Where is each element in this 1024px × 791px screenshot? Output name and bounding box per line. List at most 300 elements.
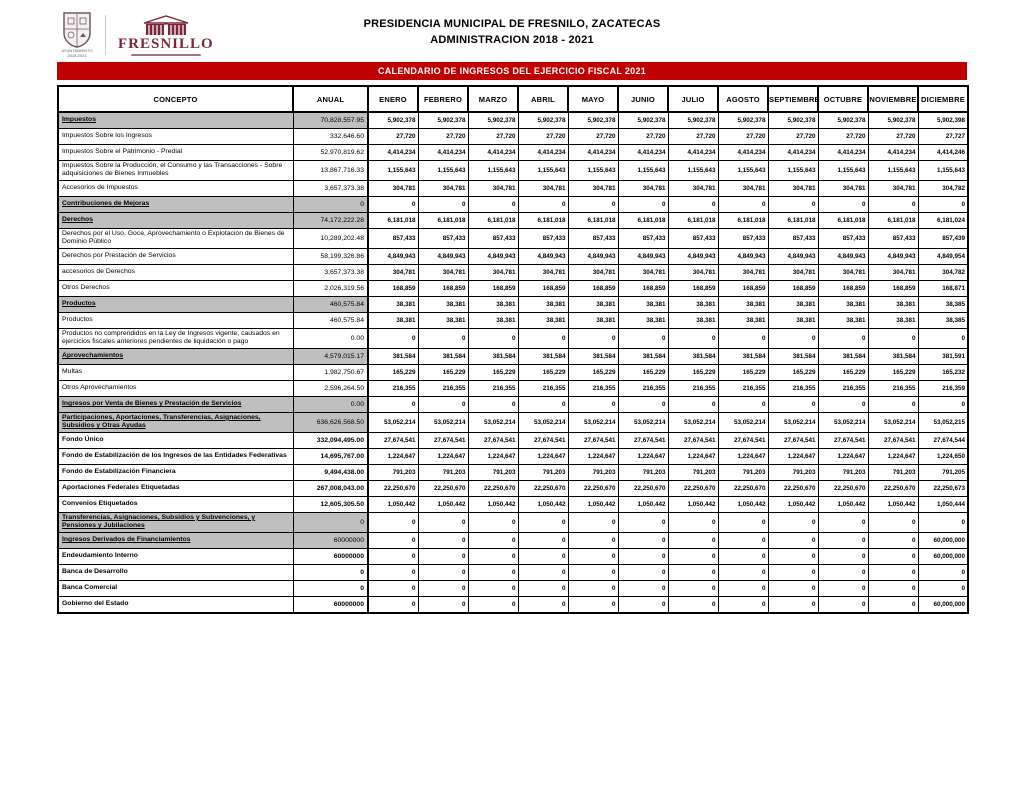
month-cell-febrero: 6,181,018: [418, 212, 468, 228]
month-cell-diciembre: 1,155,643: [918, 161, 968, 181]
month-cell-mayo: 0: [568, 328, 618, 348]
month-cell-julio: 1,224,647: [668, 448, 718, 464]
month-cell-octubre: 168,859: [818, 280, 868, 296]
table-row: [58, 532, 968, 548]
concept-label: Fondo de Estabilización de los Ingresos de las Entidades Federativas: [62, 452, 287, 460]
month-cell-agosto: 22,250,670: [718, 480, 768, 496]
month-cell-noviembre: 304,781: [868, 180, 918, 196]
month-cell-agosto: 857,433: [718, 228, 768, 248]
month-cell-mayo: 4,849,943: [568, 248, 618, 264]
concept-label: Derechos: [62, 216, 93, 224]
table-row: [58, 228, 968, 248]
month-cell-agosto: 791,203: [718, 464, 768, 480]
month-cell-agosto: 38,381: [718, 296, 768, 312]
month-cell-agosto: 168,859: [718, 280, 768, 296]
month-cell-marzo: 304,781: [468, 180, 518, 196]
month-cell-abril: 22,250,670: [518, 480, 568, 496]
concept-cell: [58, 180, 293, 196]
month-cell-marzo: 1,155,643: [468, 161, 518, 181]
month-cell-diciembre: 22,250,673: [918, 480, 968, 496]
column-header-concepto: CONCEPTO: [58, 86, 293, 112]
month-cell-abril: 0: [518, 396, 568, 412]
month-cell-enero: 0: [368, 512, 418, 532]
fresnillo-tagline-script: [131, 54, 201, 56]
month-cell-agosto: 304,781: [718, 180, 768, 196]
table-row: [58, 432, 968, 448]
concept-label: Productos: [62, 316, 93, 324]
column-header-septiembre: SEPTIEMBRE: [768, 86, 818, 112]
month-cell-noviembre: 4,414,234: [868, 145, 918, 161]
month-cell-abril: 216,355: [518, 380, 568, 396]
anual-cell: 60000000: [293, 532, 368, 548]
month-cell-febrero: 53,052,214: [418, 412, 468, 432]
concept-label: Convenios Etiquetados: [62, 500, 138, 508]
month-cell-abril: 791,203: [518, 464, 568, 480]
month-cell-marzo: 27,720: [468, 129, 518, 145]
month-cell-enero: 53,052,214: [368, 412, 418, 432]
month-cell-julio: 27,674,541: [668, 432, 718, 448]
month-cell-diciembre: 0: [918, 396, 968, 412]
month-cell-abril: 6,181,018: [518, 212, 568, 228]
concept-label: Ingresos Derivados de Financiamientos: [62, 536, 191, 544]
month-cell-julio: 857,433: [668, 228, 718, 248]
concept-label: Derechos por Prestación de Servicios: [62, 252, 176, 260]
table-row: [58, 248, 968, 264]
month-cell-junio: 0: [618, 532, 668, 548]
month-cell-septiembre: 304,781: [768, 264, 818, 280]
month-cell-marzo: 6,181,018: [468, 212, 518, 228]
concept-label: Ingresos por Venta de Bienes y Prestación de Servicios: [62, 400, 242, 408]
concept-cell: [58, 496, 293, 512]
month-cell-octubre: 381,584: [818, 348, 868, 364]
concept-cell: [58, 196, 293, 212]
month-cell-julio: 304,781: [668, 264, 718, 280]
month-cell-junio: 22,250,670: [618, 480, 668, 496]
month-cell-febrero: 0: [418, 580, 468, 596]
month-cell-agosto: 0: [718, 596, 768, 613]
anual-cell: 60000000: [293, 596, 368, 613]
month-cell-octubre: 38,381: [818, 312, 868, 328]
month-cell-octubre: 6,181,018: [818, 212, 868, 228]
month-cell-septiembre: 0: [768, 580, 818, 596]
month-cell-febrero: 0: [418, 532, 468, 548]
month-cell-octubre: 0: [818, 512, 868, 532]
month-cell-agosto: 6,181,018: [718, 212, 768, 228]
concept-cell: [58, 532, 293, 548]
month-cell-octubre: 1,224,647: [818, 448, 868, 464]
table-row: [58, 264, 968, 280]
month-cell-abril: 53,052,214: [518, 412, 568, 432]
concept-label: Accesorios de Impuestos: [62, 184, 138, 192]
month-cell-agosto: 1,224,647: [718, 448, 768, 464]
month-cell-diciembre: 60,000,000: [918, 532, 968, 548]
month-cell-marzo: 4,849,943: [468, 248, 518, 264]
month-cell-junio: 38,381: [618, 296, 668, 312]
anual-cell: 12,605,305.50: [293, 496, 368, 512]
ingresos-table: [57, 85, 969, 614]
anual-cell: 3,657,373.38: [293, 180, 368, 196]
column-header-abril: ABRIL: [518, 86, 568, 112]
month-cell-octubre: 0: [818, 396, 868, 412]
month-cell-agosto: 165,229: [718, 364, 768, 380]
month-cell-septiembre: 27,674,541: [768, 432, 818, 448]
month-cell-junio: 0: [618, 580, 668, 596]
month-cell-noviembre: 53,052,214: [868, 412, 918, 432]
month-cell-mayo: 168,859: [568, 280, 618, 296]
month-cell-julio: 0: [668, 580, 718, 596]
month-cell-enero: 304,781: [368, 264, 418, 280]
anual-cell: 0.00: [293, 328, 368, 348]
month-cell-noviembre: 0: [868, 532, 918, 548]
month-cell-enero: 4,849,943: [368, 248, 418, 264]
month-cell-enero: 27,674,541: [368, 432, 418, 448]
month-cell-octubre: 1,050,442: [818, 496, 868, 512]
month-cell-diciembre: 1,224,650: [918, 448, 968, 464]
month-cell-noviembre: 0: [868, 580, 918, 596]
month-cell-octubre: 0: [818, 596, 868, 613]
month-cell-julio: 0: [668, 512, 718, 532]
anual-cell: 2,596,264.50: [293, 380, 368, 396]
month-cell-febrero: 38,381: [418, 312, 468, 328]
month-cell-noviembre: 1,224,647: [868, 448, 918, 464]
month-cell-noviembre: 38,381: [868, 296, 918, 312]
month-cell-diciembre: 6,181,024: [918, 212, 968, 228]
month-cell-noviembre: 5,902,378: [868, 112, 918, 129]
month-cell-junio: 165,229: [618, 364, 668, 380]
month-cell-septiembre: 1,155,643: [768, 161, 818, 181]
month-cell-enero: 0: [368, 532, 418, 548]
table-row: [58, 212, 968, 228]
month-cell-septiembre: 168,859: [768, 280, 818, 296]
month-cell-agosto: 0: [718, 396, 768, 412]
month-cell-noviembre: 0: [868, 396, 918, 412]
anual-cell: 2,026,319.56: [293, 280, 368, 296]
month-cell-febrero: 1,155,643: [418, 161, 468, 181]
month-cell-enero: 22,250,670: [368, 480, 418, 496]
month-cell-marzo: 0: [468, 396, 518, 412]
concept-cell: [58, 228, 293, 248]
column-header-mayo: MAYO: [568, 86, 618, 112]
month-cell-abril: 0: [518, 512, 568, 532]
month-cell-noviembre: 381,584: [868, 348, 918, 364]
month-cell-febrero: 1,050,442: [418, 496, 468, 512]
month-cell-agosto: 1,155,643: [718, 161, 768, 181]
month-cell-diciembre: 4,849,954: [918, 248, 968, 264]
month-cell-julio: 4,414,234: [668, 145, 718, 161]
month-cell-noviembre: 0: [868, 564, 918, 580]
table-row: [58, 480, 968, 496]
table-row: [58, 512, 968, 532]
anual-cell: 74,172,222.28: [293, 212, 368, 228]
month-cell-noviembre: 168,859: [868, 280, 918, 296]
month-cell-abril: 168,859: [518, 280, 568, 296]
month-cell-agosto: 38,381: [718, 312, 768, 328]
month-cell-octubre: 791,203: [818, 464, 868, 480]
month-cell-agosto: 5,902,378: [718, 112, 768, 129]
month-cell-mayo: 165,229: [568, 364, 618, 380]
table-container: [57, 85, 967, 614]
table-title-banner: CALENDARIO DE INGRESOS DEL EJERCICIO FISCAL 2021: [57, 62, 967, 80]
month-cell-enero: 0: [368, 580, 418, 596]
month-cell-abril: 0: [518, 196, 568, 212]
month-cell-febrero: 304,781: [418, 180, 468, 196]
anual-cell: 70,828,557.95: [293, 112, 368, 129]
month-cell-octubre: 0: [818, 548, 868, 564]
table-row: [58, 564, 968, 580]
anual-cell: 3,657,373.38: [293, 264, 368, 280]
month-cell-octubre: 0: [818, 564, 868, 580]
month-cell-julio: 4,849,943: [668, 248, 718, 264]
month-cell-abril: 304,781: [518, 180, 568, 196]
month-cell-agosto: 0: [718, 196, 768, 212]
anual-cell: 636,626,568.50: [293, 412, 368, 432]
month-cell-abril: 5,902,378: [518, 112, 568, 129]
month-cell-marzo: 0: [468, 596, 518, 613]
month-cell-marzo: 4,414,234: [468, 145, 518, 161]
month-cell-julio: 27,720: [668, 129, 718, 145]
month-cell-noviembre: 304,781: [868, 264, 918, 280]
month-cell-octubre: 5,902,378: [818, 112, 868, 129]
month-cell-octubre: 304,781: [818, 264, 868, 280]
month-cell-abril: 381,584: [518, 348, 568, 364]
month-cell-junio: 381,584: [618, 348, 668, 364]
month-cell-febrero: 38,381: [418, 296, 468, 312]
month-cell-enero: 0: [368, 328, 418, 348]
month-cell-junio: 0: [618, 564, 668, 580]
month-cell-marzo: 216,355: [468, 380, 518, 396]
concept-cell: [58, 280, 293, 296]
month-cell-noviembre: 165,229: [868, 364, 918, 380]
month-cell-febrero: 0: [418, 328, 468, 348]
anual-cell: 58,199,326.86: [293, 248, 368, 264]
concept-label: Productos no comprendidos en la Ley de Ingresos vigente, causados en ejercicios fiscales anteriores pendientes de liquidación o pago: [62, 329, 280, 346]
month-cell-abril: 27,720: [518, 129, 568, 145]
month-cell-marzo: 0: [468, 564, 518, 580]
month-cell-julio: 22,250,670: [668, 480, 718, 496]
concept-cell: [58, 380, 293, 396]
month-cell-diciembre: 38,385: [918, 296, 968, 312]
concept-cell: [58, 480, 293, 496]
month-cell-febrero: 0: [418, 396, 468, 412]
month-cell-diciembre: 60,000,000: [918, 548, 968, 564]
month-cell-diciembre: 216,359: [918, 380, 968, 396]
month-cell-julio: 0: [668, 328, 718, 348]
column-header-anual: ANUAL: [293, 86, 368, 112]
month-cell-octubre: 0: [818, 328, 868, 348]
concept-label: Banca Comercial: [62, 584, 118, 592]
month-cell-septiembre: 791,203: [768, 464, 818, 480]
month-cell-septiembre: 0: [768, 596, 818, 613]
anual-cell: 10,289,202.48: [293, 228, 368, 248]
concept-label: Banca de Desarrollo: [62, 568, 128, 576]
anual-cell: 0: [293, 564, 368, 580]
month-cell-enero: 4,414,234: [368, 145, 418, 161]
month-cell-marzo: 1,224,647: [468, 448, 518, 464]
month-cell-septiembre: 38,381: [768, 312, 818, 328]
title-block: [57, 18, 967, 46]
month-cell-diciembre: 38,385: [918, 312, 968, 328]
concept-label: Impuestos Sobre los Ingresos: [62, 132, 152, 140]
month-cell-noviembre: 4,849,943: [868, 248, 918, 264]
month-cell-abril: 27,674,541: [518, 432, 568, 448]
month-cell-septiembre: 5,902,378: [768, 112, 818, 129]
concept-cell: [58, 396, 293, 412]
month-cell-julio: 0: [668, 532, 718, 548]
month-cell-enero: 165,229: [368, 364, 418, 380]
month-cell-julio: 0: [668, 596, 718, 613]
anual-cell: 0: [293, 580, 368, 596]
anual-cell: 332,094,495.00: [293, 432, 368, 448]
concept-label: Otros Aprovechamientos: [62, 384, 137, 392]
month-cell-septiembre: 6,181,018: [768, 212, 818, 228]
anual-cell: 0.00: [293, 396, 368, 412]
month-cell-mayo: 304,781: [568, 180, 618, 196]
month-cell-noviembre: 0: [868, 548, 918, 564]
table-row: [58, 112, 968, 129]
month-cell-diciembre: 0: [918, 196, 968, 212]
month-cell-enero: 857,433: [368, 228, 418, 248]
month-cell-octubre: 0: [818, 196, 868, 212]
column-header-enero: ENERO: [368, 86, 418, 112]
month-cell-mayo: 0: [568, 580, 618, 596]
concept-label: Otros Derechos: [62, 284, 110, 292]
anual-cell: 267,008,043.00: [293, 480, 368, 496]
concept-label: Gobierno del Estado: [62, 600, 129, 608]
month-cell-julio: 304,781: [668, 180, 718, 196]
month-cell-agosto: 27,720: [718, 129, 768, 145]
table-row: [58, 180, 968, 196]
month-cell-diciembre: 0: [918, 564, 968, 580]
month-cell-agosto: 0: [718, 564, 768, 580]
month-cell-junio: 857,433: [618, 228, 668, 248]
month-cell-agosto: 4,414,234: [718, 145, 768, 161]
month-cell-diciembre: 4,414,246: [918, 145, 968, 161]
month-cell-septiembre: 857,433: [768, 228, 818, 248]
page-title: PRESIDENCIA MUNICIPAL DE FRESNILO, ZACATECAS: [363, 18, 661, 30]
anual-cell: 1,982,750.67: [293, 364, 368, 380]
month-cell-diciembre: 0: [918, 512, 968, 532]
month-cell-julio: 0: [668, 548, 718, 564]
month-cell-diciembre: 27,727: [918, 129, 968, 145]
concept-label: Productos: [62, 300, 96, 308]
month-cell-octubre: 165,229: [818, 364, 868, 380]
concept-cell: [58, 412, 293, 432]
month-cell-mayo: 0: [568, 532, 618, 548]
month-cell-septiembre: 216,355: [768, 380, 818, 396]
month-cell-mayo: 5,902,378: [568, 112, 618, 129]
month-cell-julio: 1,155,643: [668, 161, 718, 181]
month-cell-noviembre: 6,181,018: [868, 212, 918, 228]
month-cell-febrero: 165,229: [418, 364, 468, 380]
month-cell-febrero: 1,224,647: [418, 448, 468, 464]
month-cell-enero: 0: [368, 196, 418, 212]
column-header-noviembre: NOVIEMBRE: [868, 86, 918, 112]
month-cell-mayo: 216,355: [568, 380, 618, 396]
month-cell-abril: 1,050,442: [518, 496, 568, 512]
concept-label: Impuestos: [62, 116, 96, 124]
table-row: [58, 580, 968, 596]
month-cell-junio: 0: [618, 396, 668, 412]
month-cell-julio: 216,355: [668, 380, 718, 396]
month-cell-agosto: 0: [718, 548, 768, 564]
concept-cell: [58, 548, 293, 564]
month-cell-junio: 38,381: [618, 312, 668, 328]
header-row: [58, 86, 968, 112]
month-cell-mayo: 0: [568, 512, 618, 532]
concept-cell: [58, 248, 293, 264]
month-cell-junio: 27,674,541: [618, 432, 668, 448]
month-cell-septiembre: 0: [768, 196, 818, 212]
month-cell-enero: 0: [368, 564, 418, 580]
month-cell-julio: 6,181,018: [668, 212, 718, 228]
month-cell-junio: 27,720: [618, 129, 668, 145]
month-cell-enero: 6,181,018: [368, 212, 418, 228]
month-cell-diciembre: 857,439: [918, 228, 968, 248]
month-cell-septiembre: 0: [768, 532, 818, 548]
month-cell-septiembre: 27,720: [768, 129, 818, 145]
month-cell-diciembre: 5,902,398: [918, 112, 968, 129]
month-cell-abril: 4,414,234: [518, 145, 568, 161]
month-cell-febrero: 216,355: [418, 380, 468, 396]
month-cell-julio: 381,584: [668, 348, 718, 364]
month-cell-septiembre: 0: [768, 548, 818, 564]
month-cell-agosto: 304,781: [718, 264, 768, 280]
month-cell-marzo: 27,674,541: [468, 432, 518, 448]
month-cell-marzo: 53,052,214: [468, 412, 518, 432]
month-cell-octubre: 216,355: [818, 380, 868, 396]
month-cell-julio: 791,203: [668, 464, 718, 480]
month-cell-noviembre: 22,250,670: [868, 480, 918, 496]
concept-label: Derechos por el Uso, Goce, Aprovechamiento o Explotación de Bienes de Dominio Público: [62, 229, 285, 246]
concept-cell: [58, 296, 293, 312]
anual-cell: 0: [293, 512, 368, 532]
month-cell-noviembre: 27,720: [868, 129, 918, 145]
month-cell-mayo: 22,250,670: [568, 480, 618, 496]
table-row: [58, 396, 968, 412]
month-cell-julio: 38,381: [668, 296, 718, 312]
concept-cell: [58, 348, 293, 364]
month-cell-junio: 1,224,647: [618, 448, 668, 464]
month-cell-marzo: 22,250,670: [468, 480, 518, 496]
month-cell-enero: 0: [368, 596, 418, 613]
month-cell-octubre: 0: [818, 532, 868, 548]
month-cell-junio: 1,155,643: [618, 161, 668, 181]
concept-label: Aportaciones Federales Etiquetadas: [62, 484, 180, 492]
month-cell-febrero: 0: [418, 564, 468, 580]
month-cell-febrero: 304,781: [418, 264, 468, 280]
fresnillo-wordmark: FRESNILLO: [118, 35, 214, 52]
anual-cell: 52,970,819.62: [293, 145, 368, 161]
month-cell-abril: 38,381: [518, 296, 568, 312]
month-cell-junio: 0: [618, 196, 668, 212]
column-header-diciembre: DICIEMBRE: [918, 86, 968, 112]
month-cell-enero: 381,584: [368, 348, 418, 364]
concept-cell: [58, 464, 293, 480]
concept-cell: [58, 129, 293, 145]
column-header-junio: JUNIO: [618, 86, 668, 112]
month-cell-abril: 0: [518, 532, 568, 548]
month-cell-octubre: 27,674,541: [818, 432, 868, 448]
month-cell-febrero: 0: [418, 196, 468, 212]
month-cell-febrero: 4,414,234: [418, 145, 468, 161]
month-cell-noviembre: 27,674,541: [868, 432, 918, 448]
month-cell-octubre: 0: [818, 580, 868, 596]
month-cell-junio: 53,052,214: [618, 412, 668, 432]
concept-label: Transferencias, Asignaciones, Subsidios y Subvenciones, y Pensiones y Jubilaciones: [62, 513, 256, 530]
month-cell-febrero: 0: [418, 512, 468, 532]
month-cell-agosto: 381,584: [718, 348, 768, 364]
month-cell-agosto: 216,355: [718, 380, 768, 396]
